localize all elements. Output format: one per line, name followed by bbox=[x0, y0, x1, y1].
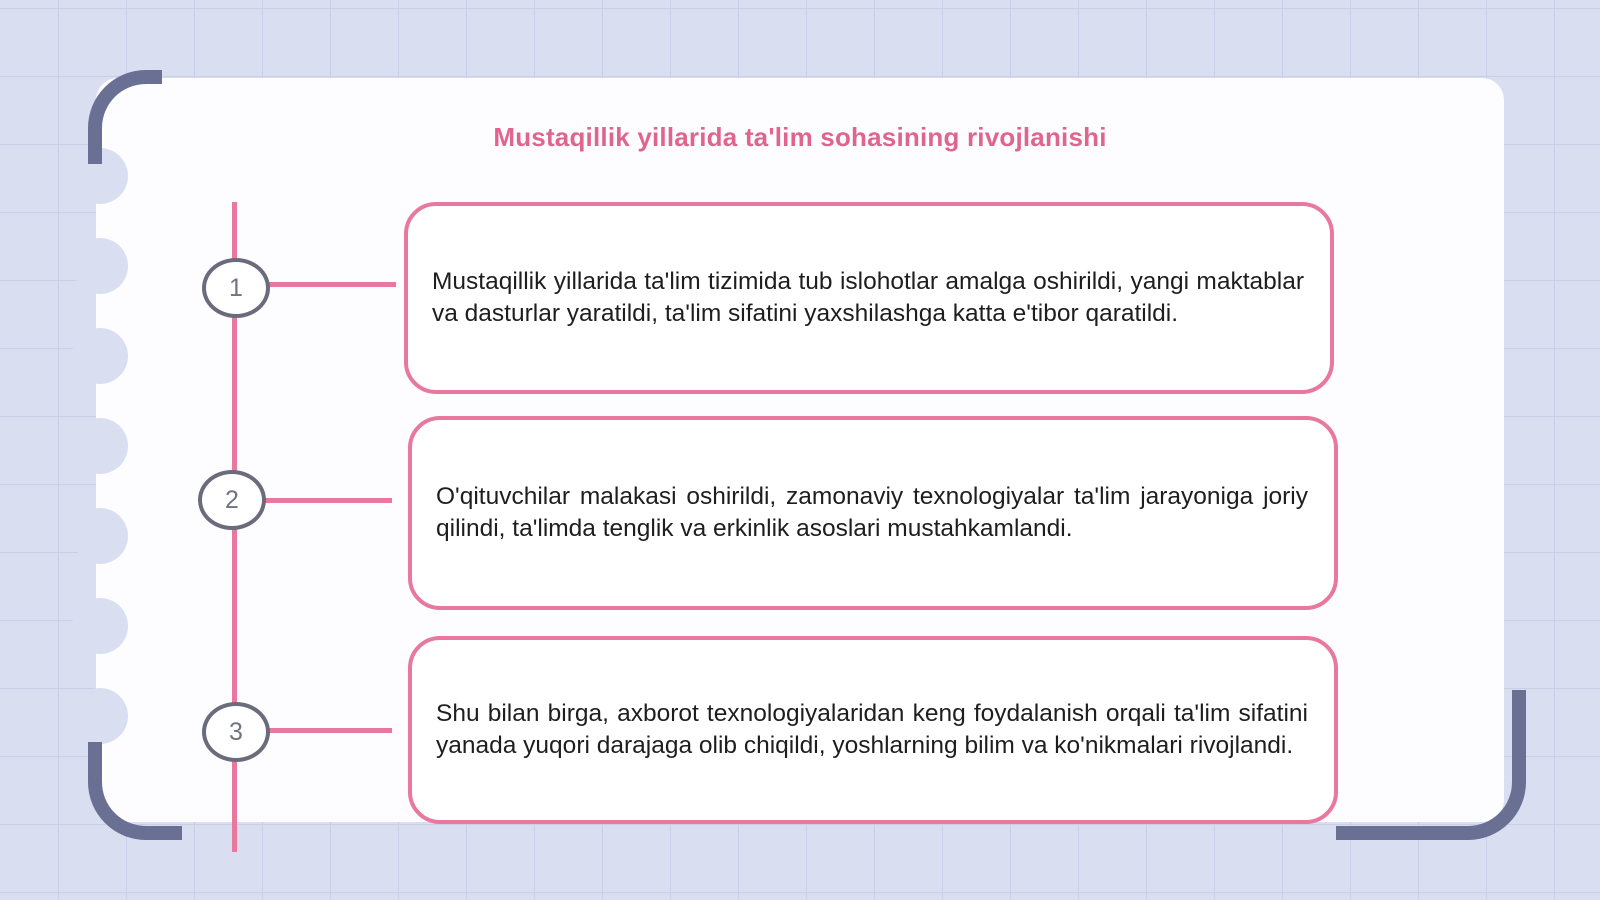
step-card bbox=[404, 202, 1334, 394]
corner-bracket-bottom-left bbox=[88, 742, 182, 840]
slide-title: Mustaqillik yillarida ta'lim sohasining rivojlanishi bbox=[493, 122, 1107, 152]
notebook-notch bbox=[72, 508, 128, 564]
step-text: O'qituvchilar malakasi oshirildi, zamonaviy texnologiyalar ta'lim jarayoniga joriy qilindi, ta'limda tenglik va erkinlik asoslari mustahkamlandi. bbox=[436, 483, 1308, 542]
notebook-notch bbox=[72, 418, 128, 474]
corner-bracket-bottom-right bbox=[1336, 690, 1526, 840]
step-text: Mustaqillik yillarida ta'lim tizimida tub islohotlar amalga oshirildi, yangi maktablar va dasturlar yaratildi, ta'lim sifatini yaxshilashga katta e'tibor qaratildi. bbox=[432, 268, 1304, 327]
step-connector bbox=[264, 282, 396, 287]
step-card bbox=[408, 416, 1338, 610]
step-number-badge: 1 bbox=[202, 258, 270, 318]
step-connector bbox=[260, 498, 392, 503]
notebook-notch bbox=[72, 598, 128, 654]
step-number-badge: 3 bbox=[202, 702, 270, 762]
notebook-notch bbox=[72, 238, 128, 294]
step-text: Shu bilan birga, axborot texnologiyalaridan keng foydalanish orqali ta'lim sifatini yanada yuqori darajaga olib chiqildi, yoshlarning bilim va ko'nikmalari rivojlandi. bbox=[436, 700, 1308, 759]
step-connector bbox=[264, 728, 392, 733]
notebook-notch bbox=[72, 328, 128, 384]
corner-bracket-top-left bbox=[88, 70, 162, 164]
notebook-notch bbox=[72, 688, 128, 744]
step-card bbox=[408, 636, 1338, 824]
step-number-badge: 2 bbox=[198, 470, 266, 530]
